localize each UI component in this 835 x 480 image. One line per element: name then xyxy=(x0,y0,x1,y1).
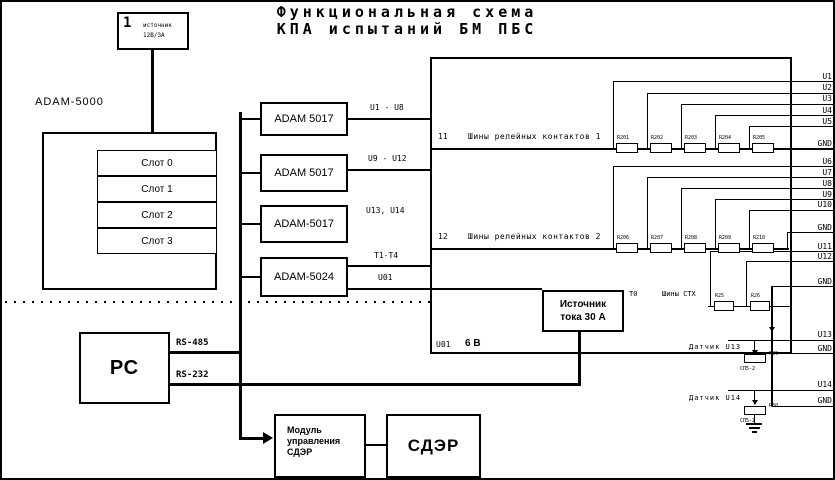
bus2-resistor-5-label: R210 xyxy=(753,235,766,241)
sth-resistor-2-label: R26 xyxy=(751,293,761,299)
wire-u9-u12-label: U9 - U12 xyxy=(368,154,407,163)
bus1-resistor-4 xyxy=(718,143,740,153)
riser-u9 xyxy=(715,200,716,248)
module-to-sder-wire xyxy=(366,444,386,446)
bus1-resistor-1-label: R201 xyxy=(617,135,630,141)
sder-module-line1: Модуль xyxy=(287,425,322,435)
rs232-wire xyxy=(170,383,581,386)
diagram-title xyxy=(222,4,592,38)
terminal-u13: U13 xyxy=(817,330,832,339)
sth-resistor-1-label: R25 xyxy=(715,293,725,299)
bus2-resistor-5 xyxy=(752,243,774,253)
bus1-resistor-2-label: R202 xyxy=(651,135,664,141)
module4-bus-stub xyxy=(242,276,260,278)
bus2-resistor-2-label: R207 xyxy=(651,235,664,241)
sensor2-label: Датчик U14 xyxy=(689,394,742,402)
riser-u4 xyxy=(715,116,716,148)
riser-u6 xyxy=(613,167,614,248)
riser-u10 xyxy=(749,211,750,248)
diagram-title-line2: КПА испытаний БМ ПБС xyxy=(276,20,538,38)
terminal-line-gnd4 xyxy=(772,353,835,354)
terminal-line-u7 xyxy=(647,177,835,178)
module-adam5017-2: ADAM 5017 xyxy=(260,154,348,192)
bus1-resistor-4-label: R204 xyxy=(719,135,732,141)
terminal-line-gnd5 xyxy=(772,406,835,407)
terminal-u1: U1 xyxy=(822,72,832,81)
riser-u3 xyxy=(681,105,682,148)
sth-resistor-1 xyxy=(714,301,734,311)
wire-u9-u12 xyxy=(348,169,430,171)
rs485-label: RS-485 xyxy=(176,338,209,348)
sth-to-ground-line xyxy=(771,286,773,406)
terminal-u8: U8 xyxy=(822,179,832,188)
bus1-resistor-2 xyxy=(650,143,672,153)
bus2-resistor-1-label: R206 xyxy=(617,235,630,241)
terminal-u3: U3 xyxy=(822,94,832,103)
terminal-u14: U14 xyxy=(817,380,832,389)
terminal-line-gnd2 xyxy=(787,232,835,233)
slot-1: Слот 1 xyxy=(97,176,217,202)
wire-u1-u8-label: U1 - U8 xyxy=(370,103,404,112)
sensor2-arrow-icon xyxy=(752,400,758,405)
terminal-gnd3: GND xyxy=(817,277,832,286)
diagram-title-line1: Функциональная схема xyxy=(276,3,538,21)
t0-label: Т0 xyxy=(629,290,638,298)
module3-bus-stub xyxy=(242,223,260,225)
riser-u2 xyxy=(647,94,648,148)
bus2-id: 12 xyxy=(438,232,448,241)
terminal-gnd5: GND xyxy=(817,396,832,405)
wire-t1-t4-label: Т1-Т4 xyxy=(374,251,399,260)
terminal-line-u8 xyxy=(681,188,835,189)
module-adam5017-1: ADAM 5017 xyxy=(260,102,348,136)
terminal-u10: U10 xyxy=(817,200,832,209)
dotted-separator xyxy=(5,301,430,303)
wire-u01-label: U01 xyxy=(378,273,393,282)
sensor2-resistor xyxy=(744,406,766,415)
current-direction-arrow-icon xyxy=(769,327,775,332)
sder-box: СДЭР xyxy=(386,414,481,478)
wire-u1-u8 xyxy=(348,118,430,120)
terminal-u4: U4 xyxy=(822,106,832,115)
source-unit-rating: 12В/3А xyxy=(143,32,165,39)
terminal-line-u6 xyxy=(613,166,835,167)
bus2-resistor-2 xyxy=(650,243,672,253)
bus1-resistor-3 xyxy=(684,143,706,153)
source-unit-box xyxy=(117,12,189,50)
terminal-line-u5 xyxy=(749,126,835,127)
wire-t1-t4 xyxy=(348,265,430,267)
power-rail-u01-label: U01 xyxy=(436,340,451,349)
current-source-wire xyxy=(578,332,581,385)
riser-u11 xyxy=(710,252,711,306)
riser-u12 xyxy=(746,262,747,306)
bus2-resistor-3-label: R208 xyxy=(685,235,698,241)
terminal-gnd2: GND xyxy=(817,223,832,232)
bus1-label: Шины релейных контактов 1 xyxy=(468,132,601,141)
arrow-right-icon xyxy=(263,432,273,444)
sensor1-label: Датчик U13 xyxy=(689,343,742,351)
bus2-label: Шины релейных контактов 2 xyxy=(468,232,601,241)
sth-bus-label: Шины СТХ xyxy=(662,290,696,298)
riser-u8 xyxy=(681,189,682,248)
slot-2: Слот 2 xyxy=(97,202,217,228)
bus1-resistor-5 xyxy=(752,143,774,153)
terminal-line-u1 xyxy=(613,81,835,82)
bus2-resistor-4 xyxy=(718,243,740,253)
module-adam5024: ADAM-5024 xyxy=(260,257,348,297)
bus2-resistor-1 xyxy=(616,243,638,253)
wire-u13-u14-label: U13, U14 xyxy=(366,206,405,215)
sder-module-line3: СДЭР xyxy=(287,447,313,457)
terminal-u12: U12 xyxy=(817,252,832,261)
terminal-u9: U9 xyxy=(822,190,832,199)
riser-u5 xyxy=(749,127,750,148)
terminal-line-u10 xyxy=(749,210,835,211)
source-unit-number: 1 xyxy=(123,15,132,31)
riser-u7 xyxy=(647,178,648,248)
module2-bus-stub xyxy=(242,172,260,174)
source-to-chassis-wire xyxy=(151,50,154,132)
terminal-u2: U2 xyxy=(822,83,832,92)
sensor2-type-label: СП5-2 xyxy=(740,418,756,424)
bus1-id: 11 xyxy=(438,132,448,141)
current-source-line2: тока 30 А xyxy=(560,312,606,323)
bus1-resistor-5-label: R205 xyxy=(753,135,766,141)
terminal-u11: U11 xyxy=(817,242,832,251)
bus1-resistor-1 xyxy=(616,143,638,153)
terminal-line-u14 xyxy=(728,390,835,391)
sensor1-type-label: СП5-2 xyxy=(740,366,756,372)
sth-resistor-2 xyxy=(750,301,770,311)
rs232-label: RS-232 xyxy=(176,370,209,380)
ground-icon xyxy=(752,431,757,433)
bus1-resistor-3-label: R203 xyxy=(685,135,698,141)
terminal-line-gnd3 xyxy=(772,286,835,287)
terminal-u5: U5 xyxy=(822,117,832,126)
terminal-line-u12 xyxy=(746,261,835,262)
adam5000-label: ADAM-5000 xyxy=(35,96,104,108)
riser-u1 xyxy=(613,82,614,148)
rs485-wire xyxy=(170,351,240,354)
sder-module-line2: управления xyxy=(287,436,341,446)
sder-control-module-box xyxy=(274,414,366,478)
terminal-line-u3 xyxy=(681,104,835,105)
terminal-gnd1: GND xyxy=(817,139,832,148)
ground-icon xyxy=(749,427,760,429)
riser-gnd2 xyxy=(787,233,788,248)
pc-box: РС xyxy=(79,332,170,404)
bus2-resistor-4-label: R209 xyxy=(719,235,732,241)
terminal-gnd4: GND xyxy=(817,344,832,353)
module1-bus-stub xyxy=(242,118,260,120)
terminal-u6: U6 xyxy=(822,157,832,166)
source-unit-name: источник xyxy=(143,22,172,29)
terminal-u7: U7 xyxy=(822,168,832,177)
sensor1-resistor-label: R29 xyxy=(769,351,779,357)
sensor1-resistor xyxy=(744,354,766,363)
power-rail-voltage-label: 6 В xyxy=(465,338,481,349)
sensor2-resistor-label: R30 xyxy=(769,403,779,409)
slot-0: Слот 0 xyxy=(97,150,217,176)
current-source-box xyxy=(542,290,624,332)
terminal-line-u4 xyxy=(715,115,835,116)
current-source-line1: Источник xyxy=(559,299,607,310)
module-adam5017-3: ADAM-5017 xyxy=(260,205,348,243)
slot-3: Слот 3 xyxy=(97,228,217,254)
terminal-line-u13 xyxy=(728,340,835,341)
bus2-resistor-3 xyxy=(684,243,706,253)
